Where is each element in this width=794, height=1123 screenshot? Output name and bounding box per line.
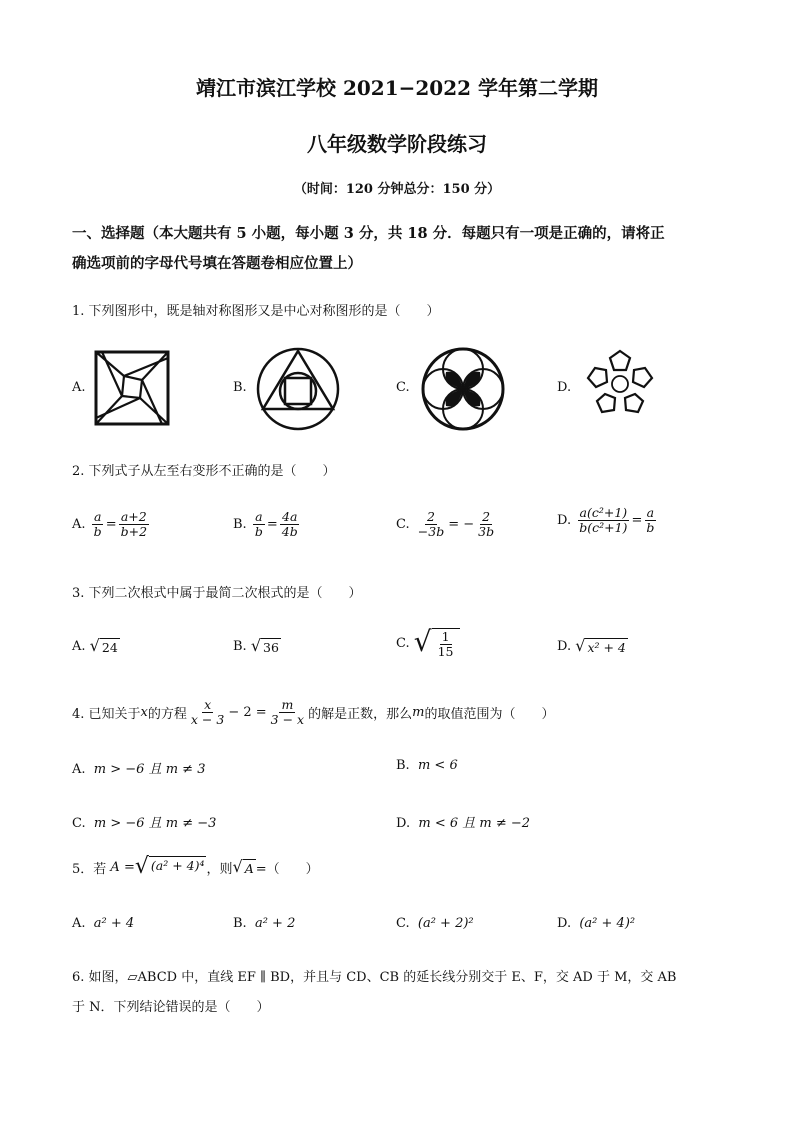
q4a-text: m > −6 且 m ≠ 3: [93, 762, 206, 777]
q5-option-a[interactable]: [72, 916, 134, 931]
q4-label-b: B.: [396, 758, 410, 773]
q3-label-a: A.: [72, 639, 86, 654]
q3a-sqrt: √ 24: [89, 636, 118, 655]
q1-label-b: B.: [233, 380, 247, 395]
circle-triangle-square-figure: [255, 346, 341, 432]
q5-option-c[interactable]: [396, 916, 474, 931]
q5d-text: (a² + 4)²: [579, 916, 636, 931]
q2-label-c: C.: [396, 517, 410, 533]
q2-option-d[interactable]: [557, 506, 658, 536]
exam-subtitle: 八年级数学阶段练习: [307, 132, 487, 156]
q5-option-b[interactable]: [233, 916, 295, 931]
q2b-left-fraction: $\frac{a}{b}$: [254, 509, 263, 540]
q2d-right-fraction: $\frac{a}{b}$: [646, 505, 655, 536]
q5-sqrt-a: √ A: [232, 856, 254, 876]
circle-four-petal-figure: [420, 346, 506, 432]
exam-title: 靖江市滨江学校 2021−2022 学年第二学期: [195, 76, 598, 100]
q5-label-b: B.: [233, 916, 247, 931]
q2a-right-fraction: $\frac{a+2}{b+2}$: [120, 509, 148, 540]
q2d-equals: =: [631, 513, 643, 529]
q2-option-c[interactable]: [396, 510, 498, 540]
q5-label-a: A.: [72, 916, 86, 931]
q1-stem: 1. 下列图形中，既是轴对称图形又是中心对称图形的是（ ）: [72, 304, 440, 319]
q6-stem-line1: 6. 如图，▱ABCD 中，直线 EF ∥ BD，并且与 CD、CB 的延长线分别交于 E、F，交 AD 于 M，交 AB: [72, 970, 677, 985]
q6-stem-line2: 于 N．下列结论错误的是（ ）: [72, 1000, 270, 1015]
q3-option-c[interactable]: [396, 625, 460, 660]
q4-fraction-1: $\frac{x}{x - 3}$: [190, 697, 225, 728]
section-heading-line2: 确选项前的字母代号填在答题卷相应位置上）: [72, 255, 362, 272]
q1-label-c: C.: [396, 380, 410, 395]
q2c-right-fraction: $\frac{2}{3b}$: [478, 509, 495, 540]
q2-option-a[interactable]: [72, 510, 151, 540]
q2a-left-fraction: $\frac{a}{b}$: [93, 509, 102, 540]
q4-stem: 4. 已知关于 x 的方程 $\frac{x}{x - 3}$ − 2 = $\frac{m}{3 - x}$ 的解是正数，那么 m 的取值范围为（ ）: [72, 697, 555, 728]
q1-label-d: D.: [557, 380, 572, 395]
q3d-sqrt: √ x² + 4: [575, 636, 626, 655]
q3c-sqrt: √ $\frac{1}{15}$: [414, 628, 460, 660]
q5b-text: a² + 2: [254, 916, 296, 931]
q1-label-a: A.: [72, 380, 86, 395]
q3-stem: 3. 下列二次根式中属于最简二次根式的是（ ）: [72, 586, 362, 601]
q2b-right-fraction: $\frac{4a}{4b}$: [281, 509, 298, 540]
q5-option-d[interactable]: [557, 916, 635, 931]
q3-option-d[interactable]: [557, 638, 628, 655]
exam-info: （时间：120 分钟总分：150 分）: [293, 182, 501, 197]
q2-label-b: B.: [233, 517, 247, 533]
q5-label-c: C.: [396, 916, 410, 931]
q5c-text: (a² + 2)²: [417, 916, 474, 931]
q2c-left-fraction: $\frac{2}{-3b}$: [417, 509, 445, 540]
q2-label-d: D.: [557, 513, 572, 529]
q4d-text: m < 6 且 m ≠ −2: [418, 816, 531, 831]
q5-stem: 5．若 A = √ (a² + 4)⁴ ，则 √ A =（ ）: [72, 854, 319, 879]
q4-label-a: A.: [72, 762, 86, 777]
q2-stem: 2. 下列式子从左至右变形不正确的是（ ）: [72, 464, 336, 479]
q3-label-b: B.: [233, 639, 247, 654]
five-pentagons-figure: [578, 348, 662, 428]
q3-label-c: C.: [396, 636, 410, 652]
q5a-text: a² + 4: [93, 916, 135, 931]
q2-label-a: A.: [72, 517, 86, 533]
q2c-equals: = −: [448, 517, 475, 533]
section-heading-line1: 一、选择题（本大题共有 5 小题，每小题 3 分，共 18 分．每题只有一项是正确的，请将正: [72, 225, 665, 242]
q2d-left-fraction: $\frac{\text{a(c²+1)}}{\text{b(c²+1)}}$: [579, 505, 628, 536]
q3-option-a[interactable]: [72, 638, 120, 655]
q3-option-b[interactable]: [233, 638, 281, 655]
q4-option-a[interactable]: [72, 758, 205, 777]
square-pinwheel-figure: [94, 350, 170, 426]
q4-label-d: D.: [396, 816, 411, 831]
q4-option-c[interactable]: [72, 812, 216, 831]
q3-label-d: D.: [557, 639, 572, 654]
q4-label-c: C.: [72, 816, 86, 831]
q4-option-b[interactable]: [396, 758, 458, 773]
q5-label-d: D.: [557, 916, 572, 931]
q4c-text: m > −6 且 m ≠ −3: [93, 816, 217, 831]
q4b-text: m < 6: [417, 758, 458, 773]
q2-option-b[interactable]: [233, 510, 302, 540]
q2a-equals: =: [105, 517, 117, 533]
q2b-equals: =: [266, 517, 278, 533]
q4-option-d[interactable]: [396, 812, 530, 831]
q5-sqrt-expression: √ (a² + 4)⁴: [134, 854, 205, 879]
q4-fraction-2: $\frac{m}{3 - x}$: [270, 697, 305, 728]
q3b-sqrt: √ 36: [250, 636, 279, 655]
